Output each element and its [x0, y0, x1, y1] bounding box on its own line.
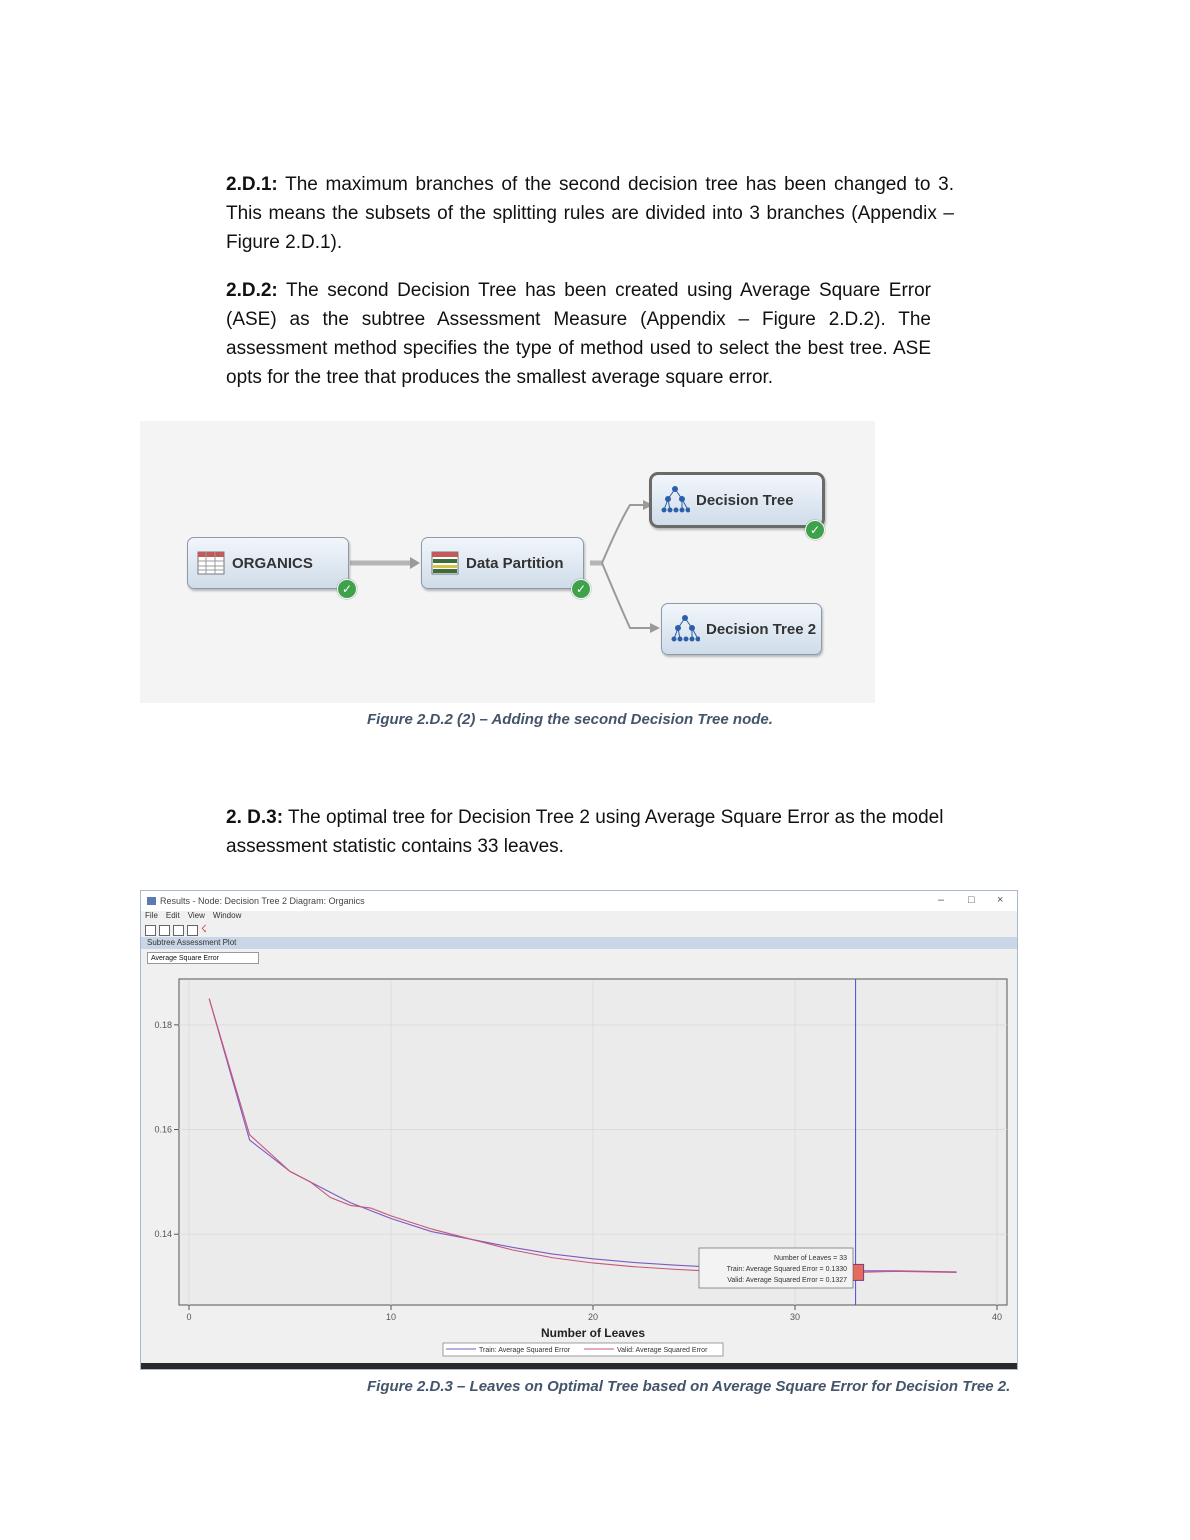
- y-tick-label: 0.16: [154, 1124, 172, 1135]
- success-check-icon: ✓: [337, 579, 357, 599]
- menu-view[interactable]: View: [187, 911, 205, 920]
- paragraph-2d1: [226, 170, 954, 257]
- panel-title: Subtree Assessment Plot: [147, 938, 237, 947]
- node-organics[interactable]: [187, 537, 349, 589]
- paragraph-text: The second Decision Tree has been created using Average Square Error (ASE) as the subtree Assessment Measure (Appendix – Figure 2.D.2). The assessment method specifies the type of method used to select the best tree. ASE opts for the tree that produces the smallest average square error.: [226, 280, 931, 388]
- success-check-icon: ✓: [805, 520, 825, 540]
- legend-valid: Valid: Average Squared Error: [617, 1347, 708, 1354]
- node-label: Decision Tree 2: [706, 620, 817, 638]
- success-check-icon: ✓: [571, 579, 591, 599]
- taskbar-strip: [141, 1363, 1017, 1369]
- x-axis-label: Number of Leaves: [540, 1326, 646, 1340]
- node-decision-tree[interactable]: [649, 472, 825, 528]
- paragraph-text: The maximum branches of the second decision tree has been changed to 3. This means the subsets of the splitting rules are divided into 3 branches (Appendix – Figure 2.D.1).: [226, 174, 954, 253]
- maximize-button[interactable]: □: [968, 894, 975, 906]
- node-label: Decision Tree: [696, 491, 794, 509]
- menu-window[interactable]: Window: [212, 911, 242, 920]
- minimize-button[interactable]: –: [938, 894, 945, 906]
- close-button[interactable]: ×: [997, 894, 1004, 906]
- x-tick-label: 30: [789, 1312, 801, 1322]
- paragraph-label: 2.D.1:: [226, 174, 278, 195]
- annotation-line-1: Number of Leaves = 33: [774, 1255, 847, 1262]
- pdf-icon[interactable]: ☇: [201, 924, 207, 935]
- window-titlebar: [141, 891, 1017, 911]
- toolbar: [141, 923, 1017, 937]
- node-decision-tree-2[interactable]: [661, 603, 822, 655]
- paragraph-text: The optimal tree for Decision Tree 2 using Average Square Error as the model assessment statistic contains 33 leaves.: [226, 807, 944, 857]
- legend-train: Train: Average Squared Error: [479, 1347, 571, 1354]
- data-table-icon: [196, 548, 226, 578]
- dropdown-value: Average Square Error: [151, 955, 219, 962]
- results-window: [140, 890, 1018, 1370]
- menu-edit[interactable]: Edit: [165, 911, 180, 920]
- decision-tree-icon: [670, 614, 700, 644]
- assessment-measure-dropdown[interactable]: [147, 952, 259, 964]
- chart-legend: [443, 1343, 723, 1356]
- open-icon[interactable]: [159, 925, 170, 936]
- partition-icon: [430, 548, 460, 578]
- panel-header: [141, 937, 1017, 949]
- figure-caption-2d2: Figure 2.D.2 (2) – Adding the second Decision Tree node.: [367, 711, 773, 728]
- dropdown-row: [141, 949, 1017, 967]
- x-tick-label: 10: [385, 1312, 397, 1322]
- paragraph-label: 2.D.2:: [226, 280, 278, 301]
- process-flow-diagram: [140, 421, 875, 703]
- plot-annotation: [699, 1248, 853, 1288]
- node-label: ORGANICS: [232, 554, 313, 572]
- window-title: Results - Node: Decision Tree 2 Diagram: Organics: [160, 896, 365, 906]
- paragraph-2d3: [226, 803, 946, 861]
- y-tick-label: 0.18: [154, 1019, 172, 1030]
- subtree-assessment-plot: [141, 977, 1017, 1365]
- figure-caption-2d3: Figure 2.D.3 – Leaves on Optimal Tree based on Average Square Error for Decision Tree 2.: [367, 1378, 1011, 1395]
- menu-bar: [141, 911, 1017, 923]
- copy-icon[interactable]: [187, 925, 198, 936]
- decision-tree-icon: [660, 485, 690, 515]
- node-label: Data Partition: [466, 554, 564, 572]
- annotation-line-3: Valid: Average Squared Error = 0.1327: [727, 1277, 847, 1284]
- x-tick-label: 20: [587, 1312, 599, 1322]
- x-tick-label: 0: [186, 1312, 192, 1322]
- node-data-partition[interactable]: [421, 537, 584, 589]
- menu-file[interactable]: File: [145, 911, 158, 920]
- y-tick-label: 0.14: [154, 1229, 172, 1240]
- window-icon: [147, 897, 156, 905]
- paragraph-2d2: [226, 276, 931, 392]
- x-tick-label: 40: [991, 1312, 1003, 1322]
- print-icon[interactable]: [173, 925, 184, 936]
- annotation-line-2: Train: Average Squared Error = 0.1330: [726, 1266, 847, 1273]
- paragraph-label: 2. D.3:: [226, 807, 284, 828]
- new-icon[interactable]: [145, 925, 156, 936]
